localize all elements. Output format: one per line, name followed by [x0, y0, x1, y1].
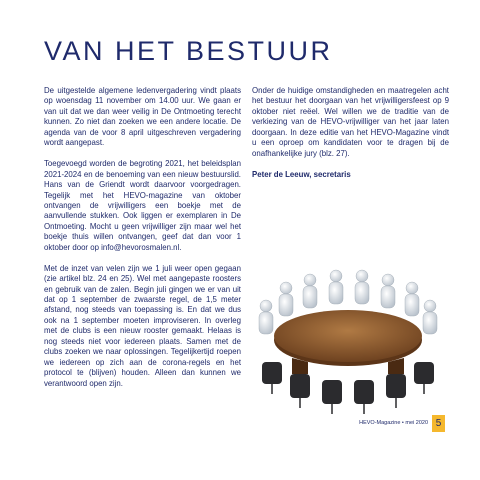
paragraph: Onder de huidige omstandigheden en maatregelen acht het bestuur het doorgaan van het vrijwilligersfeest op 9 oktober niet reëel. Wel willen we de traditie van de verkiezing van de HEVO-vrijwilliger van het jaar laten doorgaan. In deze editie van het HEVO-Magazine vindt u een oproep om kandidaten voor te dragen bij de onafhankelijke jury (blz. 27). — [252, 86, 449, 158]
paragraph: De uitgestelde algemene ledenvergadering vindt plaats op woensdag 11 november om 14.00 uur. We gaan er van uit dat we dan weer veilig in De Ontmoeting terecht kunnen. Zo niet dan zoeken we een andere locatie. De agenda van de voor 8 april uitgeschreven vergadering wordt aangepast. — [44, 86, 241, 148]
page-number: 5 — [432, 415, 445, 432]
page-title: VAN HET BESTUUR — [44, 36, 333, 66]
right-column — [252, 86, 449, 191]
left-column — [44, 86, 241, 400]
footer-publication: HEVO-Magazine • mei 2020 — [359, 420, 428, 426]
meeting-table-illustration — [252, 266, 444, 416]
signature: Peter de Leeuw, secretaris — [252, 169, 351, 179]
paragraph: Met de inzet van velen zijn we 1 juli weer open gegaan (zie artikel blz. 24 en 25). Wel met aangepaste roosters en gebruik van de zalen. Begin juli gingen we er van uit dat op 1 september de zwaarste regel, de 1,5 meter afstand, nog steeds van toepassing is. En dat we dus ook na 1 september moeten improviseren. In overleg met de clubs is een nieuw rooster gemaakt. Helaas is nog steeds niet voor iedereen plaats. Samen met de clubs zoeken we naar oplossingen. Tegelijkertijd roepen we iedereen op zich aan de corona-regels en het protocol te (blijven) houden. Alleen dan kunnen we verantwoord open zijn. — [44, 263, 241, 388]
paragraph: Toegevoegd worden de begroting 2021, het beleidsplan 2021-2024 en de benoeming van een nieuw bestuurslid. Hans van de Griendt wordt daarvoor voorgedragen. Tegelijk met het HEVO-magazine van oktober ontvangen de vrijwilligers een boekje met de aanvullende stukken. Ook liggen er exemplaren in De Ontmoeting. Mocht u geen vrijwilliger zijn maar wel het boekje thuis willen ontvangen, geef dat dan voor 1 oktober door op info@hevorosmalen.nl. — [44, 159, 241, 252]
